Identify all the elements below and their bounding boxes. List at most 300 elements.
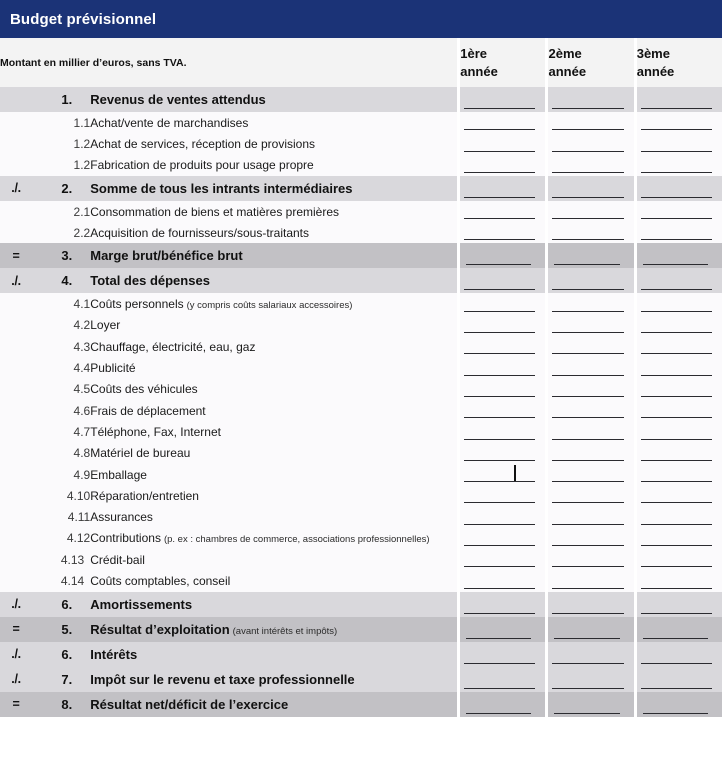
row-label-note: (y compris coûts salariaux accessoires) xyxy=(186,300,353,312)
row-label-cell xyxy=(90,506,457,527)
amount-input-year-3[interactable] xyxy=(637,133,722,154)
input-underline xyxy=(552,417,623,418)
input-underline xyxy=(464,588,535,589)
amount-input-year-3[interactable] xyxy=(637,549,722,570)
row-label: Achat/vente de marchandises xyxy=(90,115,249,130)
row-number: 1.2 xyxy=(32,133,90,154)
row-label-cell xyxy=(90,570,457,591)
row-number: 1.2 xyxy=(32,155,90,176)
amount-input-year-3[interactable] xyxy=(637,87,722,112)
table-row xyxy=(0,201,722,222)
input-underline xyxy=(641,566,712,567)
input-underline xyxy=(552,439,623,440)
input-underline xyxy=(464,353,535,354)
input-underline xyxy=(464,460,535,461)
amount-input-year-1[interactable] xyxy=(460,692,545,717)
table-row xyxy=(0,87,722,112)
row-number: 4.1 xyxy=(32,293,90,314)
amount-input-year-2[interactable] xyxy=(548,87,633,112)
column-header-year-3 xyxy=(637,38,722,87)
amount-input-year-3[interactable] xyxy=(637,315,722,336)
row-label: Chauffage, électricité, eau, gaz xyxy=(90,339,256,354)
amount-input-year-2[interactable] xyxy=(548,357,633,378)
row-label-cell xyxy=(90,336,457,357)
row-operator xyxy=(0,506,32,527)
amount-input-year-1[interactable] xyxy=(460,528,545,549)
row-operator xyxy=(0,443,32,464)
year-3-line-2: année xyxy=(636,63,675,79)
row-label: Total des dépenses xyxy=(90,273,210,289)
row-label: Téléphone, Fax, Internet xyxy=(90,424,221,439)
table-row xyxy=(0,243,722,268)
table-row xyxy=(0,485,722,506)
input-underline xyxy=(464,311,535,312)
row-label-cell xyxy=(90,201,457,222)
input-underline xyxy=(464,396,535,397)
row-number: 3. xyxy=(32,243,90,268)
row-number: 2.1 xyxy=(32,201,90,222)
row-number: 1. xyxy=(32,87,90,112)
amount-input-year-2[interactable] xyxy=(548,176,633,201)
row-operator xyxy=(0,485,32,506)
amount-input-year-1[interactable] xyxy=(460,87,545,112)
amount-input-year-3[interactable] xyxy=(637,201,722,222)
input-underline xyxy=(464,218,535,219)
input-underline xyxy=(464,439,535,440)
input-underline xyxy=(641,439,712,440)
amount-input-year-2[interactable] xyxy=(548,133,633,154)
table-row xyxy=(0,222,722,243)
amount-input-year-1[interactable] xyxy=(460,570,545,591)
row-number: 2.2 xyxy=(32,222,90,243)
row-operator xyxy=(0,222,32,243)
amount-input-year-1[interactable] xyxy=(460,336,545,357)
amount-input-year-1[interactable] xyxy=(460,201,545,222)
amount-input-year-1[interactable] xyxy=(460,443,545,464)
input-underline xyxy=(552,197,623,198)
input-underline xyxy=(464,289,535,290)
row-operator: ./. xyxy=(0,642,32,667)
row-label-note: (avant intérêts et impôts) xyxy=(232,625,338,637)
row-operator: = xyxy=(0,617,32,642)
row-number: 4. xyxy=(32,268,90,293)
row-label: Acquisition de fournisseurs/sous-traitants xyxy=(90,225,310,240)
amount-input-year-3[interactable] xyxy=(637,293,722,314)
table-row xyxy=(0,400,722,421)
amount-input-year-3[interactable] xyxy=(637,400,722,421)
amount-input-year-3[interactable] xyxy=(637,379,722,400)
table-row xyxy=(0,464,722,485)
row-number: 1.1 xyxy=(32,112,90,133)
table-row xyxy=(0,667,722,692)
input-underline xyxy=(552,218,623,219)
row-label-cell xyxy=(90,293,457,314)
input-underline xyxy=(552,566,623,567)
year-3-line-1: 3ème xyxy=(636,45,670,61)
table-row xyxy=(0,617,722,642)
amount-input-year-2[interactable] xyxy=(548,421,633,442)
input-underline xyxy=(464,688,535,689)
amount-input-year-3[interactable] xyxy=(637,485,722,506)
row-operator xyxy=(0,87,32,112)
amount-input-year-1[interactable] xyxy=(460,379,545,400)
column-header-year-1 xyxy=(460,38,545,87)
input-underline xyxy=(464,332,535,333)
amount-input-year-2[interactable] xyxy=(548,570,633,591)
amount-input-year-3[interactable] xyxy=(637,336,722,357)
table-body xyxy=(0,87,722,717)
input-underline xyxy=(464,239,535,240)
amount-input-year-2[interactable] xyxy=(548,155,633,176)
input-underline xyxy=(464,566,535,567)
row-number: 4.9 xyxy=(32,464,90,485)
row-operator xyxy=(0,357,32,378)
row-operator: ./. xyxy=(0,268,32,293)
input-underline xyxy=(641,502,712,503)
table-row xyxy=(0,133,722,154)
year-1-line-1: 1ère xyxy=(460,45,487,61)
title-banner xyxy=(0,0,722,38)
amount-input-year-3[interactable] xyxy=(637,667,722,692)
input-underline xyxy=(552,663,623,664)
input-underline xyxy=(464,502,535,503)
input-underline xyxy=(552,613,623,614)
row-label: Crédit-bail xyxy=(90,552,145,567)
row-number: 6. xyxy=(32,642,90,667)
amount-input-year-1[interactable] xyxy=(460,315,545,336)
amount-input-year-2[interactable] xyxy=(548,222,633,243)
amount-input-year-2[interactable] xyxy=(548,642,633,667)
input-underline xyxy=(641,311,712,312)
amount-input-year-1[interactable] xyxy=(460,112,545,133)
row-number: 4.5 xyxy=(32,379,90,400)
amount-input-year-2[interactable] xyxy=(548,464,633,485)
amount-input-year-2[interactable] xyxy=(548,315,633,336)
amount-input-year-2[interactable] xyxy=(548,667,633,692)
row-label-cell xyxy=(90,443,457,464)
table-row xyxy=(0,112,722,133)
input-underline xyxy=(552,108,623,109)
row-label-cell xyxy=(90,268,457,293)
amount-input-year-2[interactable] xyxy=(548,692,633,717)
input-underline xyxy=(552,524,623,525)
amount-input-year-2[interactable] xyxy=(548,112,633,133)
input-underline xyxy=(641,663,712,664)
input-underline xyxy=(464,524,535,525)
input-underline xyxy=(552,129,623,130)
row-label: Revenus de ventes attendus xyxy=(90,92,266,107)
row-label: Amortissements xyxy=(90,596,193,612)
input-underline xyxy=(552,172,623,173)
input-underline xyxy=(643,713,708,714)
input-underline xyxy=(464,197,535,198)
amount-input-year-2[interactable] xyxy=(548,379,633,400)
row-operator: ./. xyxy=(0,176,32,201)
amount-input-year-1[interactable] xyxy=(460,400,545,421)
input-underline xyxy=(641,688,712,689)
row-operator xyxy=(0,155,32,176)
row-number: 4.8 xyxy=(32,443,90,464)
amount-input-year-1[interactable] xyxy=(460,642,545,667)
amount-input-year-3[interactable] xyxy=(637,268,722,293)
row-operator xyxy=(0,464,32,485)
input-underline xyxy=(464,151,535,152)
input-underline xyxy=(641,172,712,173)
amount-input-year-3[interactable] xyxy=(637,570,722,591)
budget-table xyxy=(0,38,722,717)
input-underline xyxy=(641,218,712,219)
amount-input-year-1[interactable] xyxy=(460,176,545,201)
row-label: Somme de tous les intrants intermédiaires xyxy=(90,180,353,196)
row-label-cell xyxy=(90,379,457,400)
row-operator: ./. xyxy=(0,667,32,692)
amount-input-year-1[interactable] xyxy=(460,155,545,176)
input-underline xyxy=(466,264,531,265)
header-row xyxy=(0,38,722,87)
input-underline xyxy=(466,713,531,714)
amount-input-year-3[interactable] xyxy=(637,592,722,617)
row-label: Coûts personnels xyxy=(90,297,184,312)
row-label-cell xyxy=(90,133,457,154)
table-row xyxy=(0,379,722,400)
input-underline xyxy=(552,502,623,503)
row-label: Coûts des véhicules xyxy=(90,382,198,397)
row-operator xyxy=(0,400,32,421)
amount-input-year-2[interactable] xyxy=(548,201,633,222)
amount-input-year-1[interactable] xyxy=(460,592,545,617)
page-title: Budget prévisionnel xyxy=(10,10,157,28)
amount-input-year-1[interactable] xyxy=(460,485,545,506)
amount-note: Montant en millier d’euros, sans TVA. xyxy=(0,38,457,87)
amount-input-year-3[interactable] xyxy=(637,506,722,527)
table-header xyxy=(0,38,722,87)
amount-input-year-2[interactable] xyxy=(548,336,633,357)
amount-input-year-2[interactable] xyxy=(548,243,633,268)
row-operator xyxy=(0,570,32,591)
input-underline xyxy=(464,375,535,376)
row-label-cell xyxy=(90,667,457,692)
amount-input-year-2[interactable] xyxy=(548,528,633,549)
row-number: 2. xyxy=(32,176,90,201)
row-number: 4.12 xyxy=(32,528,90,549)
row-label: Impôt sur le revenu et taxe professionnelle xyxy=(90,671,355,687)
input-underline xyxy=(641,396,712,397)
row-label-cell xyxy=(90,421,457,442)
row-operator xyxy=(0,379,32,400)
row-operator xyxy=(0,421,32,442)
table-row xyxy=(0,155,722,176)
input-underline xyxy=(552,588,623,589)
input-underline xyxy=(552,311,623,312)
amount-input-year-3[interactable] xyxy=(637,692,722,717)
row-label: Intérêts xyxy=(90,646,138,662)
amount-input-year-2[interactable] xyxy=(548,549,633,570)
amount-input-year-3[interactable] xyxy=(637,642,722,667)
row-operator xyxy=(0,549,32,570)
amount-input-year-2[interactable] xyxy=(548,268,633,293)
input-underline xyxy=(643,638,708,639)
input-underline xyxy=(552,151,623,152)
row-label: Consommation de biens et matières premières xyxy=(90,204,340,219)
input-underline xyxy=(641,197,712,198)
row-label: Marge brut/bénéfice brut xyxy=(90,248,243,264)
amount-input-year-1[interactable] xyxy=(460,222,545,243)
row-label-cell xyxy=(90,617,457,642)
row-number: 4.10 xyxy=(32,485,90,506)
amount-input-year-3[interactable] xyxy=(637,243,722,268)
input-underline xyxy=(641,613,712,614)
table-row xyxy=(0,421,722,442)
input-underline xyxy=(552,289,623,290)
row-label-cell xyxy=(90,357,457,378)
input-underline xyxy=(641,417,712,418)
input-underline xyxy=(641,524,712,525)
amount-input-year-2[interactable] xyxy=(548,400,633,421)
amount-input-year-2[interactable] xyxy=(548,293,633,314)
table-row xyxy=(0,528,722,549)
amount-input-year-3[interactable] xyxy=(637,443,722,464)
amount-input-year-2[interactable] xyxy=(548,443,633,464)
input-underline xyxy=(641,353,712,354)
amount-input-year-3[interactable] xyxy=(637,222,722,243)
row-label-cell xyxy=(90,485,457,506)
input-underline xyxy=(464,613,535,614)
input-underline xyxy=(464,172,535,173)
input-underline xyxy=(464,417,535,418)
row-number: 4.3 xyxy=(32,336,90,357)
amount-input-year-1[interactable] xyxy=(460,293,545,314)
amount-input-year-2[interactable] xyxy=(548,592,633,617)
input-underline xyxy=(641,375,712,376)
amount-input-year-1[interactable] xyxy=(460,421,545,442)
amount-input-year-3[interactable] xyxy=(637,357,722,378)
amount-input-year-2[interactable] xyxy=(548,617,633,642)
row-label-cell xyxy=(90,400,457,421)
amount-input-year-3[interactable] xyxy=(637,155,722,176)
row-operator xyxy=(0,315,32,336)
input-underline xyxy=(641,460,712,461)
input-underline xyxy=(641,239,712,240)
row-label: Achat de services, réception de provisions xyxy=(90,136,316,151)
table-row xyxy=(0,642,722,667)
input-underline xyxy=(464,481,535,482)
input-underline xyxy=(643,264,708,265)
row-label-cell xyxy=(90,642,457,667)
row-label: Contributions xyxy=(90,531,161,546)
table-row xyxy=(0,570,722,591)
input-underline xyxy=(641,129,712,130)
row-label: Loyer xyxy=(90,318,121,333)
row-label: Publicité xyxy=(90,361,136,376)
column-header-year-2 xyxy=(548,38,633,87)
amount-input-year-3[interactable] xyxy=(637,421,722,442)
row-number: 4.7 xyxy=(32,421,90,442)
row-label-cell xyxy=(90,315,457,336)
row-number: 8. xyxy=(32,692,90,717)
row-label-cell xyxy=(90,464,457,485)
row-label: Résultat d’exploitation xyxy=(90,621,230,637)
amount-input-year-1[interactable] xyxy=(460,464,545,485)
amount-input-year-1[interactable] xyxy=(460,357,545,378)
amount-input-year-3[interactable] xyxy=(637,617,722,642)
row-label-cell xyxy=(90,243,457,268)
amount-input-year-3[interactable] xyxy=(637,176,722,201)
amount-input-year-3[interactable] xyxy=(637,464,722,485)
row-label: Matériel de bureau xyxy=(90,446,191,461)
row-number: 4.4 xyxy=(32,357,90,378)
row-operator xyxy=(0,112,32,133)
row-number: 4.13 xyxy=(32,549,90,570)
input-underline xyxy=(552,688,623,689)
table-row xyxy=(0,268,722,293)
row-label: Frais de déplacement xyxy=(90,403,206,418)
amount-input-year-1[interactable] xyxy=(460,133,545,154)
input-underline xyxy=(552,481,623,482)
table-row xyxy=(0,443,722,464)
row-operator xyxy=(0,293,32,314)
input-underline xyxy=(552,396,623,397)
amount-input-year-1[interactable] xyxy=(460,243,545,268)
amount-input-year-1[interactable] xyxy=(460,268,545,293)
row-label: Coûts comptables, conseil xyxy=(90,573,231,588)
table-row xyxy=(0,692,722,717)
amount-input-year-3[interactable] xyxy=(637,528,722,549)
input-underline xyxy=(464,545,535,546)
input-underline xyxy=(552,239,623,240)
row-label-cell xyxy=(90,222,457,243)
input-underline xyxy=(554,638,619,639)
row-label: Résultat net/déficit de l’exercice xyxy=(90,696,289,712)
input-underline xyxy=(552,375,623,376)
row-operator xyxy=(0,528,32,549)
row-label-cell xyxy=(90,176,457,201)
amount-input-year-2[interactable] xyxy=(548,485,633,506)
row-label: Assurances xyxy=(90,510,153,525)
input-underline xyxy=(554,713,619,714)
input-underline xyxy=(641,289,712,290)
table-row xyxy=(0,506,722,527)
amount-input-year-3[interactable] xyxy=(637,112,722,133)
input-underline xyxy=(552,332,623,333)
input-underline xyxy=(552,545,623,546)
input-underline xyxy=(464,129,535,130)
input-underline xyxy=(641,481,712,482)
input-underline xyxy=(641,588,712,589)
amount-input-year-1[interactable] xyxy=(460,506,545,527)
input-underline xyxy=(464,108,535,109)
row-label-note: (p. ex : chambres de commerce, associations professionnelles) xyxy=(163,534,430,546)
row-label-cell xyxy=(90,528,457,549)
year-2-line-2: année xyxy=(548,63,587,79)
amount-input-year-2[interactable] xyxy=(548,506,633,527)
table-row xyxy=(0,315,722,336)
row-label: Emballage xyxy=(90,467,147,482)
input-underline xyxy=(552,460,623,461)
input-underline xyxy=(552,353,623,354)
row-number: 4.14 xyxy=(32,570,90,591)
amount-input-year-1[interactable] xyxy=(460,667,545,692)
amount-input-year-1[interactable] xyxy=(460,549,545,570)
table-row xyxy=(0,293,722,314)
amount-input-year-1[interactable] xyxy=(460,617,545,642)
table-row xyxy=(0,336,722,357)
year-1-line-2: année xyxy=(460,63,498,79)
row-number: 6. xyxy=(32,592,90,617)
row-operator xyxy=(0,133,32,154)
table-row xyxy=(0,549,722,570)
input-underline xyxy=(641,545,712,546)
row-number: 5. xyxy=(32,617,90,642)
